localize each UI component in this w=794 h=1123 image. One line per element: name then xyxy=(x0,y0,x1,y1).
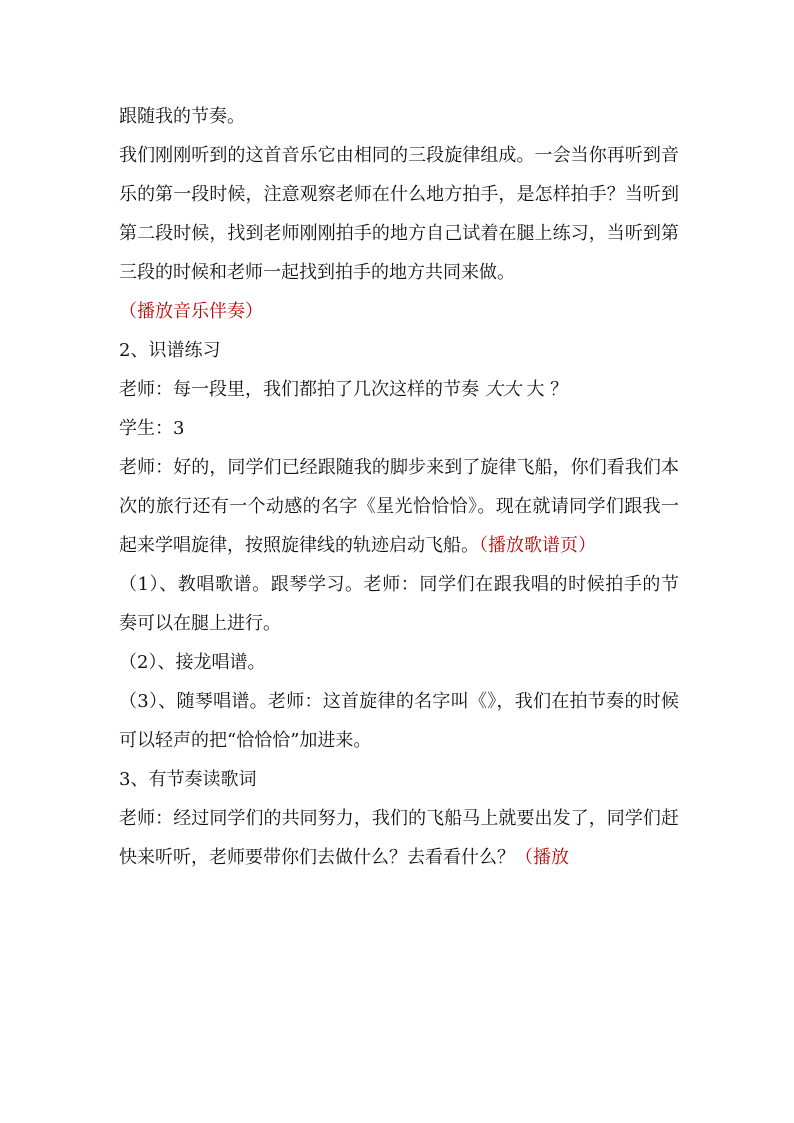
paragraph-2: 我们刚刚听到的这首音乐它由相同的三段旋律组成。一会当你再听到音乐的第一段时候，注意观察老师在什么地方拍手，是怎样拍手？当听到第二段时候，找到老师刚刚拍手的地方自己试着在腿上练习，当听到第三段的时候和老师一起找到拍手的地方共同来做。 xyxy=(119,145,679,283)
section-heading-rhythmic-lyrics: 3、有节奏读歌词 xyxy=(119,769,257,790)
document-body xyxy=(119,97,679,877)
teacher-departure-text: 老师：经过同学们的共同努力，我们的飞船马上就要出发了，同学们赶快来听听，老师要带你们去做什么？去看看什么？ xyxy=(119,808,679,868)
paragraph-teacher-departure xyxy=(119,799,679,877)
paragraph-student-answer: 学生：3 xyxy=(119,418,185,439)
stage-direction-play-score: （播放歌谱页） xyxy=(479,535,596,556)
paragraph-teacher-question xyxy=(119,370,679,409)
section-heading-sight-reading: 2、识谱练习 xyxy=(119,340,221,361)
paragraph-1: 跟随我的节奏。 xyxy=(119,106,245,127)
rhythm-notation-tail: 大 ？ xyxy=(520,379,569,400)
paragraph-step-3: （3）、随琴唱谱。老师：这首旋律的名字叫《》，我们在拍节奏的时候可以轻声的把“恰恰恰”加进来。 xyxy=(119,691,679,751)
rhythm-notation-italic: 大大 xyxy=(484,379,521,400)
paragraph-teacher-melody xyxy=(119,448,679,565)
teacher-question-text: 老师：每一段里，我们都拍了几次这样的节奏 xyxy=(119,379,485,400)
paragraph-step-2: （2）、接龙唱谱。 xyxy=(119,652,266,673)
stage-direction-play-partial: （播放 xyxy=(515,847,569,868)
teacher-melody-text: 老师：好的，同学们已经跟随我的脚步来到了旋律飞船，你们看我们本次的旅行还有一个动感的名字《星光恰恰恰》。现在就请同学们跟我一起来学唱旋律，按照旋律线的轨迹启动飞船。 xyxy=(119,457,679,556)
paragraph-step-1: （1）、教唱歌谱。跟琴学习。老师：同学们在跟我唱的时候拍手的节奏可以在腿上进行。 xyxy=(119,574,679,634)
stage-direction-play-accompaniment: （播放音乐伴奏） xyxy=(119,301,263,322)
